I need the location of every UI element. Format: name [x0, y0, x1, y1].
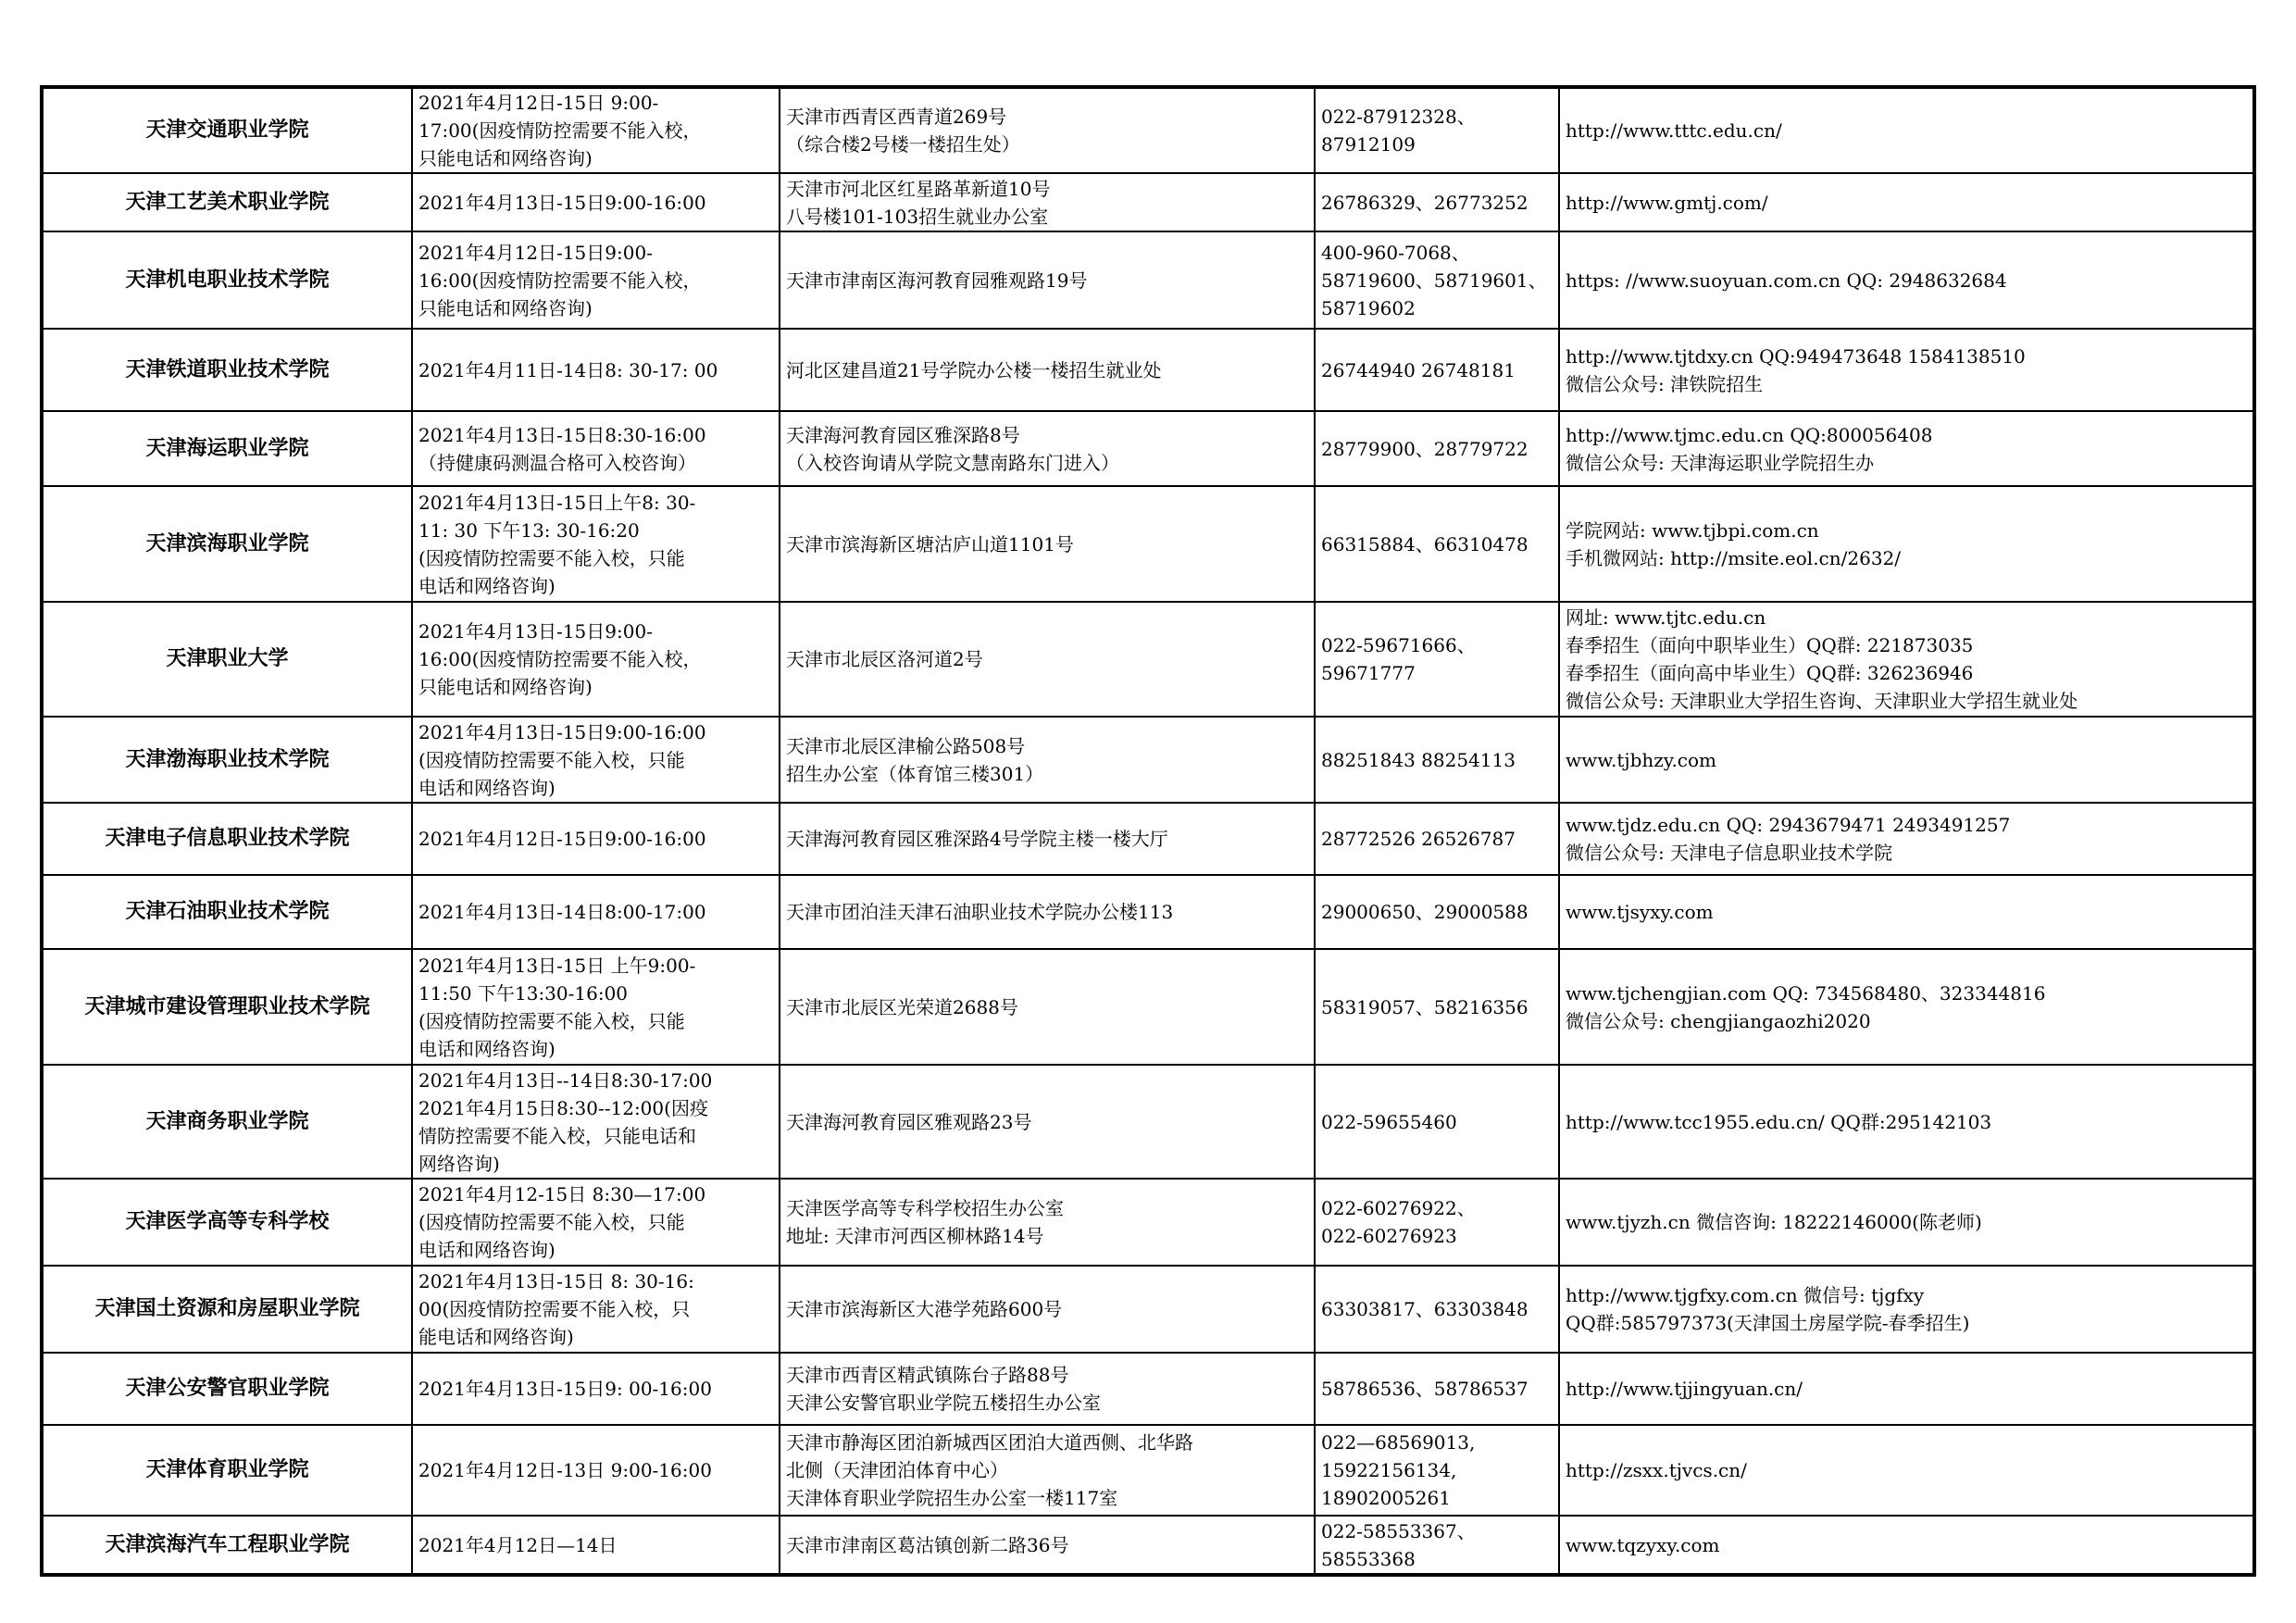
website-cell: http://www.gmtj.com/	[1559, 173, 2254, 231]
address-cell: 天津海河教育园区雅观路23号	[780, 1065, 1315, 1179]
consult-time-cell: 2021年4月13日-15日 上午9:00- 11:50 下午13:30-16:00 (因疫情防控需要不能入校，只能 电话和网络咨询)	[412, 949, 780, 1065]
phone-cell: 400-960-7068、 58719600、58719601、 58719602	[1315, 231, 1559, 329]
table-row	[42, 87, 2254, 173]
consult-time-cell: 2021年4月13日-15日9:00- 16:00(因疫情防控需要不能入校， 只能电话和网络咨询)	[412, 602, 780, 717]
website-cell: www.tjchengjian.com QQ: 734568480、323344816 微信公众号: chengjiangaozhi2020	[1559, 949, 2254, 1065]
consult-time-cell: 2021年4月13日-15日上午8: 30- 11: 30 下午13: 30-16:20 (因疫情防控需要不能入校，只能 电话和网络咨询)	[412, 486, 780, 602]
address-cell: 天津市团泊洼天津石油职业技术学院办公楼113	[780, 875, 1315, 949]
consult-time-cell: 2021年4月13日-15日 8: 30-16: 00(因疫情防控需要不能入校，只 能电话和网络咨询)	[412, 1266, 780, 1353]
table-row	[42, 1516, 2254, 1575]
school-name-cell: 天津石油职业技术学院	[42, 875, 412, 949]
website-cell: www.tjbhzy.com	[1559, 717, 2254, 803]
table-row	[42, 1353, 2254, 1425]
school-name-cell: 天津交通职业学院	[42, 87, 412, 173]
consult-time-cell: 2021年4月12日-15日9:00-16:00	[412, 803, 780, 875]
phone-cell: 58319057、58216356	[1315, 949, 1559, 1065]
school-name-cell: 天津滨海职业学院	[42, 486, 412, 602]
table-row	[42, 231, 2254, 329]
school-name-cell: 天津国土资源和房屋职业学院	[42, 1266, 412, 1353]
phone-cell: 26786329、26773252	[1315, 173, 1559, 231]
address-cell: 天津市西青区精武镇陈台子路88号 天津公安警官职业学院五楼招生办公室	[780, 1353, 1315, 1425]
website-cell: http://www.tttc.edu.cn/	[1559, 87, 2254, 173]
table-row	[42, 1266, 2254, 1353]
website-cell: 学院网站: www.tjbpi.com.cn 手机微网站: http://msite.eol.cn/2632/	[1559, 486, 2254, 602]
address-cell: 天津市津南区葛沽镇创新二路36号	[780, 1516, 1315, 1575]
table-row	[42, 173, 2254, 231]
school-name-cell: 天津体育职业学院	[42, 1425, 412, 1516]
consult-time-cell: 2021年4月13日-15日9: 00-16:00	[412, 1353, 780, 1425]
phone-cell: 022-87912328、 87912109	[1315, 87, 1559, 173]
address-cell: 天津市北辰区洛河道2号	[780, 602, 1315, 717]
table-row	[42, 949, 2254, 1065]
consult-time-cell: 2021年4月12日-15日 9:00- 17:00(因疫情防控需要不能入校， 只能电话和网络咨询)	[412, 87, 780, 173]
consult-time-cell: 2021年4月13日-15日9:00-16:00 (因疫情防控需要不能入校，只能 电话和网络咨询)	[412, 717, 780, 803]
table-body	[42, 87, 2254, 1575]
school-name-cell: 天津机电职业技术学院	[42, 231, 412, 329]
consult-time-cell: 2021年4月13日--14日8:30-17:00 2021年4月15日8:30--12:00(因疫 情防控需要不能入校，只能电话和 网络咨询)	[412, 1065, 780, 1179]
address-cell: 天津海河教育园区雅深路4号学院主楼一楼大厅	[780, 803, 1315, 875]
phone-cell: 28772526 26526787	[1315, 803, 1559, 875]
address-cell: 天津市北辰区津榆公路508号 招生办公室（体育馆三楼301）	[780, 717, 1315, 803]
website-cell: http://www.tjmc.edu.cn QQ:800056408 微信公众号: 天津海运职业学院招生办	[1559, 411, 2254, 486]
phone-cell: 022—68569013, 15922156134, 18902005261	[1315, 1425, 1559, 1516]
phone-cell: 28779900、28779722	[1315, 411, 1559, 486]
consult-time-cell: 2021年4月12-15日 8:30—17:00 (因疫情防控需要不能入校，只能 电话和网络咨询)	[412, 1179, 780, 1266]
admissions-table	[40, 85, 2256, 1577]
phone-cell: 66315884、66310478	[1315, 486, 1559, 602]
address-cell: 天津市静海区团泊新城西区团泊大道西侧、北华路 北侧（天津团泊体育中心） 天津体育职业学院招生办公室一楼117室	[780, 1425, 1315, 1516]
website-cell: http://www.tjjingyuan.cn/	[1559, 1353, 2254, 1425]
address-cell: 天津市西青区西青道269号 （综合楼2号楼一楼招生处）	[780, 87, 1315, 173]
website-cell: http://zsxx.tjvcs.cn/	[1559, 1425, 2254, 1516]
consult-time-cell: 2021年4月12日-13日 9:00-16:00	[412, 1425, 780, 1516]
table-row	[42, 717, 2254, 803]
consult-time-cell: 2021年4月13日-15日9:00-16:00	[412, 173, 780, 231]
consult-time-cell: 2021年4月13日-14日8:00-17:00	[412, 875, 780, 949]
table-row	[42, 803, 2254, 875]
phone-cell: 022-59671666、 59671777	[1315, 602, 1559, 717]
school-name-cell: 天津医学高等专科学校	[42, 1179, 412, 1266]
school-name-cell: 天津滨海汽车工程职业学院	[42, 1516, 412, 1575]
school-name-cell: 天津城市建设管理职业技术学院	[42, 949, 412, 1065]
school-name-cell: 天津渤海职业技术学院	[42, 717, 412, 803]
table-row	[42, 411, 2254, 486]
website-cell: www.tjyzh.cn 微信咨询: 18222146000(陈老师)	[1559, 1179, 2254, 1266]
website-cell: 网址: www.tjtc.edu.cn 春季招生（面向中职毕业生）QQ群: 221873035 春季招生（面向高中毕业生）QQ群: 326236946 微信公众号: 天津职业大学招生咨询、天津职业大学招生就业处	[1559, 602, 2254, 717]
phone-cell: 022-60276922、 022-60276923	[1315, 1179, 1559, 1266]
website-cell: www.tjsyxy.com	[1559, 875, 2254, 949]
phone-cell: 88251843 88254113	[1315, 717, 1559, 803]
website-cell: http://www.tjgfxy.com.cn 微信号: tjgfxy QQ群:585797373(天津国土房屋学院-春季招生)	[1559, 1266, 2254, 1353]
phone-cell: 63303817、63303848	[1315, 1266, 1559, 1353]
school-name-cell: 天津铁道职业技术学院	[42, 329, 412, 411]
address-cell: 天津海河教育园区雅深路8号 （入校咨询请从学院文慧南路东门进入）	[780, 411, 1315, 486]
table-row	[42, 1179, 2254, 1266]
phone-cell: 022-58553367、 58553368	[1315, 1516, 1559, 1575]
table-row	[42, 602, 2254, 717]
phone-cell: 29000650、29000588	[1315, 875, 1559, 949]
consult-time-cell: 2021年4月11日-14日8: 30-17: 00	[412, 329, 780, 411]
table-row	[42, 486, 2254, 602]
school-name-cell: 天津海运职业学院	[42, 411, 412, 486]
phone-cell: 022-59655460	[1315, 1065, 1559, 1179]
phone-cell: 26744940 26748181	[1315, 329, 1559, 411]
address-cell: 天津市北辰区光荣道2688号	[780, 949, 1315, 1065]
address-cell: 天津市滨海新区塘沽庐山道1101号	[780, 486, 1315, 602]
website-cell: www.tjdz.edu.cn QQ: 2943679471 2493491257 微信公众号: 天津电子信息职业技术学院	[1559, 803, 2254, 875]
table-row	[42, 1425, 2254, 1516]
school-name-cell: 天津职业大学	[42, 602, 412, 717]
school-name-cell: 天津公安警官职业学院	[42, 1353, 412, 1425]
table-row	[42, 875, 2254, 949]
school-name-cell: 天津电子信息职业技术学院	[42, 803, 412, 875]
website-cell: www.tqzyxy.com	[1559, 1516, 2254, 1575]
address-cell: 天津市津南区海河教育园雅观路19号	[780, 231, 1315, 329]
website-cell: https: //www.suoyuan.com.cn QQ: 2948632684	[1559, 231, 2254, 329]
table-row	[42, 1065, 2254, 1179]
school-name-cell: 天津商务职业学院	[42, 1065, 412, 1179]
table-row	[42, 329, 2254, 411]
website-cell: http://www.tcc1955.edu.cn/ QQ群:295142103	[1559, 1065, 2254, 1179]
website-cell: http://www.tjtdxy.cn QQ:949473648 1584138510 微信公众号: 津铁院招生	[1559, 329, 2254, 411]
consult-time-cell: 2021年4月13日-15日8:30-16:00 （持健康码测温合格可入校咨询）	[412, 411, 780, 486]
address-cell: 天津医学高等专科学校招生办公室 地址: 天津市河西区柳林路14号	[780, 1179, 1315, 1266]
phone-cell: 58786536、58786537	[1315, 1353, 1559, 1425]
consult-time-cell: 2021年4月12日—14日	[412, 1516, 780, 1575]
school-name-cell: 天津工艺美术职业学院	[42, 173, 412, 231]
address-cell: 天津市河北区红星路革新道10号 八号楼101-103招生就业办公室	[780, 173, 1315, 231]
address-cell: 河北区建昌道21号学院办公楼一楼招生就业处	[780, 329, 1315, 411]
address-cell: 天津市滨海新区大港学苑路600号	[780, 1266, 1315, 1353]
consult-time-cell: 2021年4月12日-15日9:00- 16:00(因疫情防控需要不能入校， 只能电话和网络咨询)	[412, 231, 780, 329]
